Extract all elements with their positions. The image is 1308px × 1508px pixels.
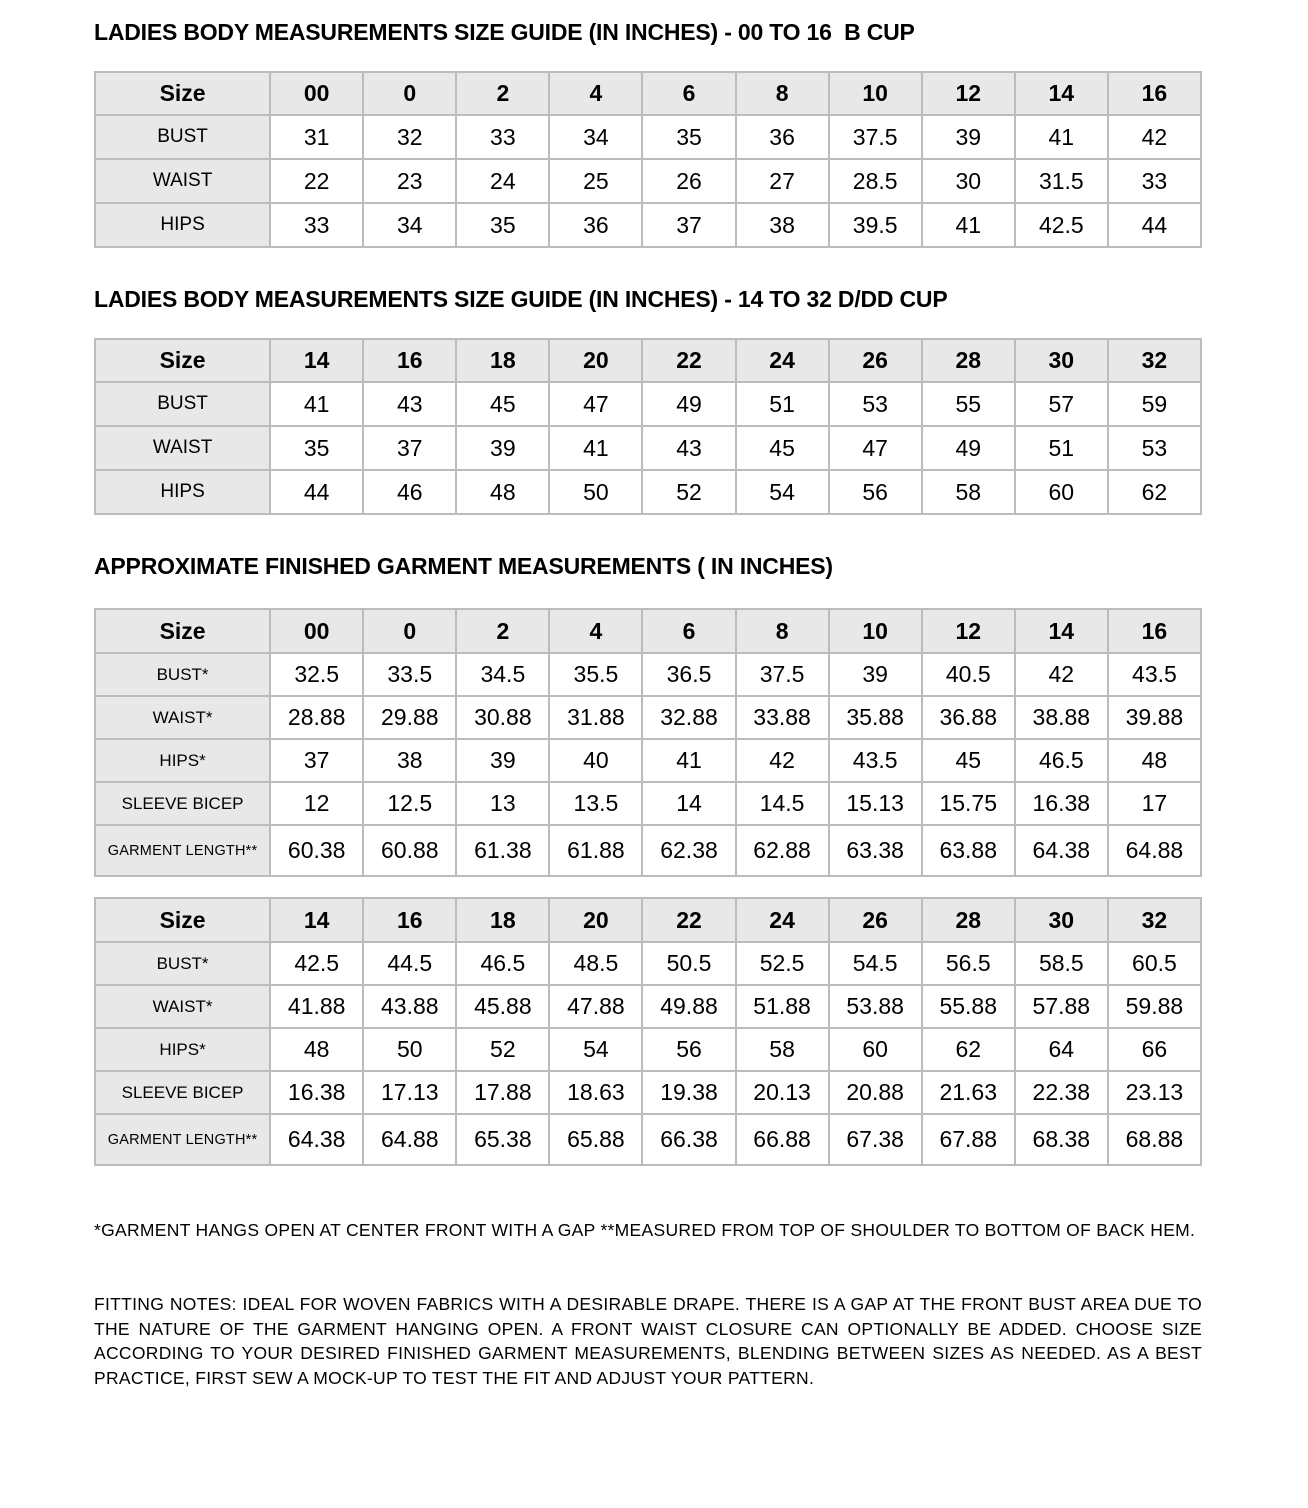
size-header-cell: 6 [642, 72, 735, 115]
size-header-cell: 18 [456, 339, 549, 382]
measurement-cell: 26 [642, 159, 735, 203]
measurement-cell: 38 [736, 203, 829, 247]
measurement-cell: 37.5 [829, 115, 922, 159]
table-row [95, 115, 1201, 159]
measurement-cell: 65.88 [549, 1114, 642, 1165]
measurement-cell: 60 [829, 1028, 922, 1071]
row-label: BUST [95, 382, 270, 426]
measurement-cell: 39 [456, 426, 549, 470]
measurement-cell: 35.5 [549, 653, 642, 696]
size-header-cell: 24 [736, 339, 829, 382]
size-header-cell: 2 [456, 72, 549, 115]
size-header-cell: 22 [642, 898, 735, 942]
measurement-cell: 67.88 [922, 1114, 1015, 1165]
measurement-cell: 50.5 [642, 942, 735, 985]
size-header-cell: 22 [642, 339, 735, 382]
size-header-cell: 16 [363, 898, 456, 942]
measurement-cell: 66.38 [642, 1114, 735, 1165]
measurement-cell: 34 [549, 115, 642, 159]
measurement-cell: 48 [1108, 739, 1201, 782]
measurement-cell: 51 [736, 382, 829, 426]
measurement-cell: 43.5 [829, 739, 922, 782]
measurement-cell: 41.88 [270, 985, 363, 1028]
size-header-cell: 10 [829, 72, 922, 115]
size-header-cell: 30 [1015, 898, 1108, 942]
row-label: SLEEVE BICEP [95, 1071, 270, 1114]
measurement-cell: 42 [736, 739, 829, 782]
size-header-cell: 14 [270, 898, 363, 942]
measurement-cell: 34 [363, 203, 456, 247]
table-header-row [95, 898, 1201, 942]
row-label: HIPS* [95, 1028, 270, 1071]
measurement-cell: 45 [736, 426, 829, 470]
size-header-cell: 2 [456, 609, 549, 653]
size-header-cell: 12 [922, 609, 1015, 653]
size-header-cell: 16 [363, 339, 456, 382]
measurement-cell: 13.5 [549, 782, 642, 825]
measurement-cell: 37 [363, 426, 456, 470]
measurement-cell: 31.88 [549, 696, 642, 739]
row-label: GARMENT LENGTH** [95, 1114, 270, 1165]
measurement-cell: 54.5 [829, 942, 922, 985]
measurement-cell: 60.88 [363, 825, 456, 876]
row-label: HIPS [95, 470, 270, 514]
size-header-cell: 20 [549, 898, 642, 942]
measurement-cell: 48 [456, 470, 549, 514]
measurement-cell: 14.5 [736, 782, 829, 825]
measurement-cell: 13 [456, 782, 549, 825]
measurement-cell: 67.38 [829, 1114, 922, 1165]
measurement-cell: 46 [363, 470, 456, 514]
table-row [95, 696, 1201, 739]
measurement-cell: 35 [270, 426, 363, 470]
measurement-cell: 64.38 [1015, 825, 1108, 876]
measurement-cell: 36.5 [642, 653, 735, 696]
size-header-cell: 30 [1015, 339, 1108, 382]
size-table-garment-large [94, 897, 1202, 1166]
table-row [95, 1028, 1201, 1071]
measurement-cell: 33.5 [363, 653, 456, 696]
size-header-cell: 00 [270, 609, 363, 653]
row-label: WAIST [95, 159, 270, 203]
measurement-cell: 17 [1108, 782, 1201, 825]
measurement-cell: 58 [922, 470, 1015, 514]
measurement-cell: 21.63 [922, 1071, 1015, 1114]
measurement-cell: 39 [922, 115, 1015, 159]
measurement-cell: 16.38 [1015, 782, 1108, 825]
measurement-cell: 22 [270, 159, 363, 203]
measurement-cell: 53 [1108, 426, 1201, 470]
measurement-cell: 15.13 [829, 782, 922, 825]
section-heading-body-b-cup: LADIES BODY MEASUREMENTS SIZE GUIDE (IN INCHES) - 00 TO 16 B CUP [94, 19, 915, 45]
measurement-cell: 17.88 [456, 1071, 549, 1114]
section-heading-garment: APPROXIMATE FINISHED GARMENT MEASUREMENTS ( IN INCHES) [94, 553, 833, 579]
size-header-cell: 26 [829, 339, 922, 382]
measurement-cell: 59 [1108, 382, 1201, 426]
size-header-cell: 0 [363, 72, 456, 115]
measurement-cell: 53 [829, 382, 922, 426]
table-row [95, 1114, 1201, 1165]
measurement-cell: 31.5 [1015, 159, 1108, 203]
size-header-cell: 24 [736, 898, 829, 942]
table-row [95, 1071, 1201, 1114]
fitting-notes-text: FITTING NOTES: IDEAL FOR WOVEN FABRICS WITH A DESIRABLE DRAPE. THERE IS A GAP AT THE FRONT BUST AREA DUE TO THE NATURE OF THE GARMENT HANGING OPEN. A FRONT WAIST CLOSURE CAN OPTIONALLY BE ADDED. CHOOSE SIZE ACCORDING TO YOUR DESIRED FINISHED GARMENT MEASUREMENTS, BLENDING BETWEEN SIZES AS NEEDED. AS A BEST PRACTICE, FIRST SEW A MOCK-UP TO TEST THE FIT AND ADJUST YOUR PATTERN. [94, 1294, 1202, 1388]
measurement-cell: 25 [549, 159, 642, 203]
measurement-cell: 66 [1108, 1028, 1201, 1071]
measurement-cell: 24 [456, 159, 549, 203]
measurement-cell: 43 [642, 426, 735, 470]
size-header-cell: 8 [736, 609, 829, 653]
table-row [95, 653, 1201, 696]
row-label: Size [95, 898, 270, 942]
size-header-cell: 26 [829, 898, 922, 942]
measurement-cell: 43.88 [363, 985, 456, 1028]
measurement-cell: 27 [736, 159, 829, 203]
measurement-cell: 14 [642, 782, 735, 825]
row-label: WAIST* [95, 985, 270, 1028]
size-header-cell: 0 [363, 609, 456, 653]
measurement-cell: 54 [736, 470, 829, 514]
measurement-cell: 47.88 [549, 985, 642, 1028]
table-row [95, 470, 1201, 514]
measurement-cell: 44.5 [363, 942, 456, 985]
measurement-cell: 15.75 [922, 782, 1015, 825]
measurement-cell: 54 [549, 1028, 642, 1071]
measurement-cell: 65.38 [456, 1114, 549, 1165]
measurement-cell: 50 [549, 470, 642, 514]
measurement-cell: 56 [642, 1028, 735, 1071]
measurement-cell: 46.5 [456, 942, 549, 985]
measurement-cell: 58.5 [1015, 942, 1108, 985]
measurement-cell: 29.88 [363, 696, 456, 739]
measurement-cell: 41 [549, 426, 642, 470]
measurement-cell: 51.88 [736, 985, 829, 1028]
measurement-cell: 17.13 [363, 1071, 456, 1114]
measurement-cell: 64.38 [270, 1114, 363, 1165]
measurement-cell: 53.88 [829, 985, 922, 1028]
row-label: BUST [95, 115, 270, 159]
row-label: BUST* [95, 653, 270, 696]
measurement-cell: 38 [363, 739, 456, 782]
measurement-cell: 32.88 [642, 696, 735, 739]
measurement-cell: 20.13 [736, 1071, 829, 1114]
measurement-cell: 49.88 [642, 985, 735, 1028]
row-label: HIPS [95, 203, 270, 247]
measurement-cell: 61.38 [456, 825, 549, 876]
measurement-cell: 32.5 [270, 653, 363, 696]
table-row [95, 159, 1201, 203]
measurement-cell: 36 [736, 115, 829, 159]
row-label: Size [95, 72, 270, 115]
size-header-cell: 14 [1015, 72, 1108, 115]
row-label: Size [95, 339, 270, 382]
measurement-cell: 30.88 [456, 696, 549, 739]
size-header-cell: 14 [1015, 609, 1108, 653]
measurement-cell: 60.5 [1108, 942, 1201, 985]
measurement-cell: 60.38 [270, 825, 363, 876]
size-header-cell: 6 [642, 609, 735, 653]
measurement-cell: 36.88 [922, 696, 1015, 739]
measurement-cell: 52 [456, 1028, 549, 1071]
measurement-cell: 52 [642, 470, 735, 514]
size-header-cell: 4 [549, 609, 642, 653]
measurement-cell: 66.88 [736, 1114, 829, 1165]
size-header-cell: 16 [1108, 609, 1201, 653]
measurement-cell: 45 [456, 382, 549, 426]
measurement-cell: 58 [736, 1028, 829, 1071]
size-header-cell: 4 [549, 72, 642, 115]
measurement-cell: 45.88 [456, 985, 549, 1028]
measurement-cell: 57 [1015, 382, 1108, 426]
measurement-cell: 37 [642, 203, 735, 247]
row-label: HIPS* [95, 739, 270, 782]
measurement-cell: 40 [549, 739, 642, 782]
measurement-cell: 56 [829, 470, 922, 514]
measurement-cell: 60 [1015, 470, 1108, 514]
measurement-cell: 12.5 [363, 782, 456, 825]
table-row [95, 426, 1201, 470]
measurement-cell: 28.5 [829, 159, 922, 203]
measurement-cell: 51 [1015, 426, 1108, 470]
size-header-cell: 14 [270, 339, 363, 382]
measurement-cell: 42.5 [270, 942, 363, 985]
row-label: WAIST [95, 426, 270, 470]
measurement-cell: 30 [922, 159, 1015, 203]
measurement-cell: 43 [363, 382, 456, 426]
measurement-cell: 41 [270, 382, 363, 426]
measurement-cell: 55 [922, 382, 1015, 426]
measurement-cell: 62 [922, 1028, 1015, 1071]
table-header-row [95, 339, 1201, 382]
measurement-cell: 41 [642, 739, 735, 782]
measurement-cell: 33 [456, 115, 549, 159]
measurement-cell: 23.13 [1108, 1071, 1201, 1114]
measurement-cell: 35 [642, 115, 735, 159]
table-row [95, 382, 1201, 426]
measurement-cell: 52.5 [736, 942, 829, 985]
measurement-cell: 64.88 [1108, 825, 1201, 876]
size-table-body-d-cup [94, 338, 1202, 515]
table-row [95, 825, 1201, 876]
measurement-cell: 68.88 [1108, 1114, 1201, 1165]
size-header-cell: 28 [922, 898, 1015, 942]
measurement-cell: 62.88 [736, 825, 829, 876]
measurement-cell: 59.88 [1108, 985, 1201, 1028]
measurement-cell: 37 [270, 739, 363, 782]
measurement-cell: 33 [270, 203, 363, 247]
measurement-cell: 42 [1108, 115, 1201, 159]
size-header-cell: 16 [1108, 72, 1201, 115]
measurement-cell: 50 [363, 1028, 456, 1071]
table-header-row [95, 72, 1201, 115]
measurement-cell: 42 [1015, 653, 1108, 696]
measurement-cell: 49 [922, 426, 1015, 470]
table-row [95, 942, 1201, 985]
size-header-cell: 8 [736, 72, 829, 115]
measurement-cell: 56.5 [922, 942, 1015, 985]
size-header-cell: 20 [549, 339, 642, 382]
measurement-cell: 57.88 [1015, 985, 1108, 1028]
measurement-cell: 36 [549, 203, 642, 247]
measurement-cell: 64.88 [363, 1114, 456, 1165]
measurement-cell: 40.5 [922, 653, 1015, 696]
measurement-cell: 41 [1015, 115, 1108, 159]
measurement-cell: 63.88 [922, 825, 1015, 876]
measurement-cell: 31 [270, 115, 363, 159]
measurement-cell: 64 [1015, 1028, 1108, 1071]
measurement-cell: 46.5 [1015, 739, 1108, 782]
measurement-cell: 49 [642, 382, 735, 426]
measurement-cell: 44 [270, 470, 363, 514]
measurement-cell: 18.63 [549, 1071, 642, 1114]
measurement-cell: 16.38 [270, 1071, 363, 1114]
measurement-cell: 19.38 [642, 1071, 735, 1114]
measurement-cell: 61.88 [549, 825, 642, 876]
size-header-cell: 00 [270, 72, 363, 115]
measurement-cell: 48 [270, 1028, 363, 1071]
table-row [95, 782, 1201, 825]
measurement-cell: 22.38 [1015, 1071, 1108, 1114]
measurement-cell: 32 [363, 115, 456, 159]
table-row [95, 985, 1201, 1028]
measurement-cell: 20.88 [829, 1071, 922, 1114]
table-row [95, 739, 1201, 782]
measurement-cell: 34.5 [456, 653, 549, 696]
size-header-cell: 32 [1108, 339, 1201, 382]
section-heading-body-d-cup: LADIES BODY MEASUREMENTS SIZE GUIDE (IN INCHES) - 14 TO 32 D/DD CUP [94, 286, 948, 312]
measurement-cell: 33.88 [736, 696, 829, 739]
measurement-cell: 12 [270, 782, 363, 825]
row-label: WAIST* [95, 696, 270, 739]
measurement-cell: 62.38 [642, 825, 735, 876]
measurement-cell: 39 [456, 739, 549, 782]
row-label: Size [95, 609, 270, 653]
measurement-cell: 28.88 [270, 696, 363, 739]
row-label: SLEEVE BICEP [95, 782, 270, 825]
size-table-body-b-cup [94, 71, 1202, 248]
row-label: GARMENT LENGTH** [95, 825, 270, 876]
measurement-cell: 42.5 [1015, 203, 1108, 247]
footnote-text: *GARMENT HANGS OPEN AT CENTER FRONT WITH A GAP **MEASURED FROM TOP OF SHOULDER TO BOTTOM OF BACK HEM. [94, 1220, 1196, 1240]
measurement-cell: 68.38 [1015, 1114, 1108, 1165]
size-header-cell: 10 [829, 609, 922, 653]
measurement-cell: 62 [1108, 470, 1201, 514]
measurement-cell: 44 [1108, 203, 1201, 247]
size-header-cell: 12 [922, 72, 1015, 115]
size-header-cell: 28 [922, 339, 1015, 382]
size-header-cell: 32 [1108, 898, 1201, 942]
size-table-garment-small [94, 608, 1202, 877]
measurement-cell: 35.88 [829, 696, 922, 739]
measurement-cell: 33 [1108, 159, 1201, 203]
table-row [95, 203, 1201, 247]
measurement-cell: 63.38 [829, 825, 922, 876]
measurement-cell: 41 [922, 203, 1015, 247]
measurement-cell: 38.88 [1015, 696, 1108, 739]
row-label: BUST* [95, 942, 270, 985]
measurement-cell: 37.5 [736, 653, 829, 696]
measurement-cell: 47 [829, 426, 922, 470]
measurement-cell: 39 [829, 653, 922, 696]
measurement-cell: 35 [456, 203, 549, 247]
measurement-cell: 39.5 [829, 203, 922, 247]
measurement-cell: 43.5 [1108, 653, 1201, 696]
measurement-cell: 23 [363, 159, 456, 203]
measurement-cell: 47 [549, 382, 642, 426]
measurement-cell: 55.88 [922, 985, 1015, 1028]
measurement-cell: 39.88 [1108, 696, 1201, 739]
table-header-row [95, 609, 1201, 653]
measurement-cell: 48.5 [549, 942, 642, 985]
size-header-cell: 18 [456, 898, 549, 942]
measurement-cell: 45 [922, 739, 1015, 782]
